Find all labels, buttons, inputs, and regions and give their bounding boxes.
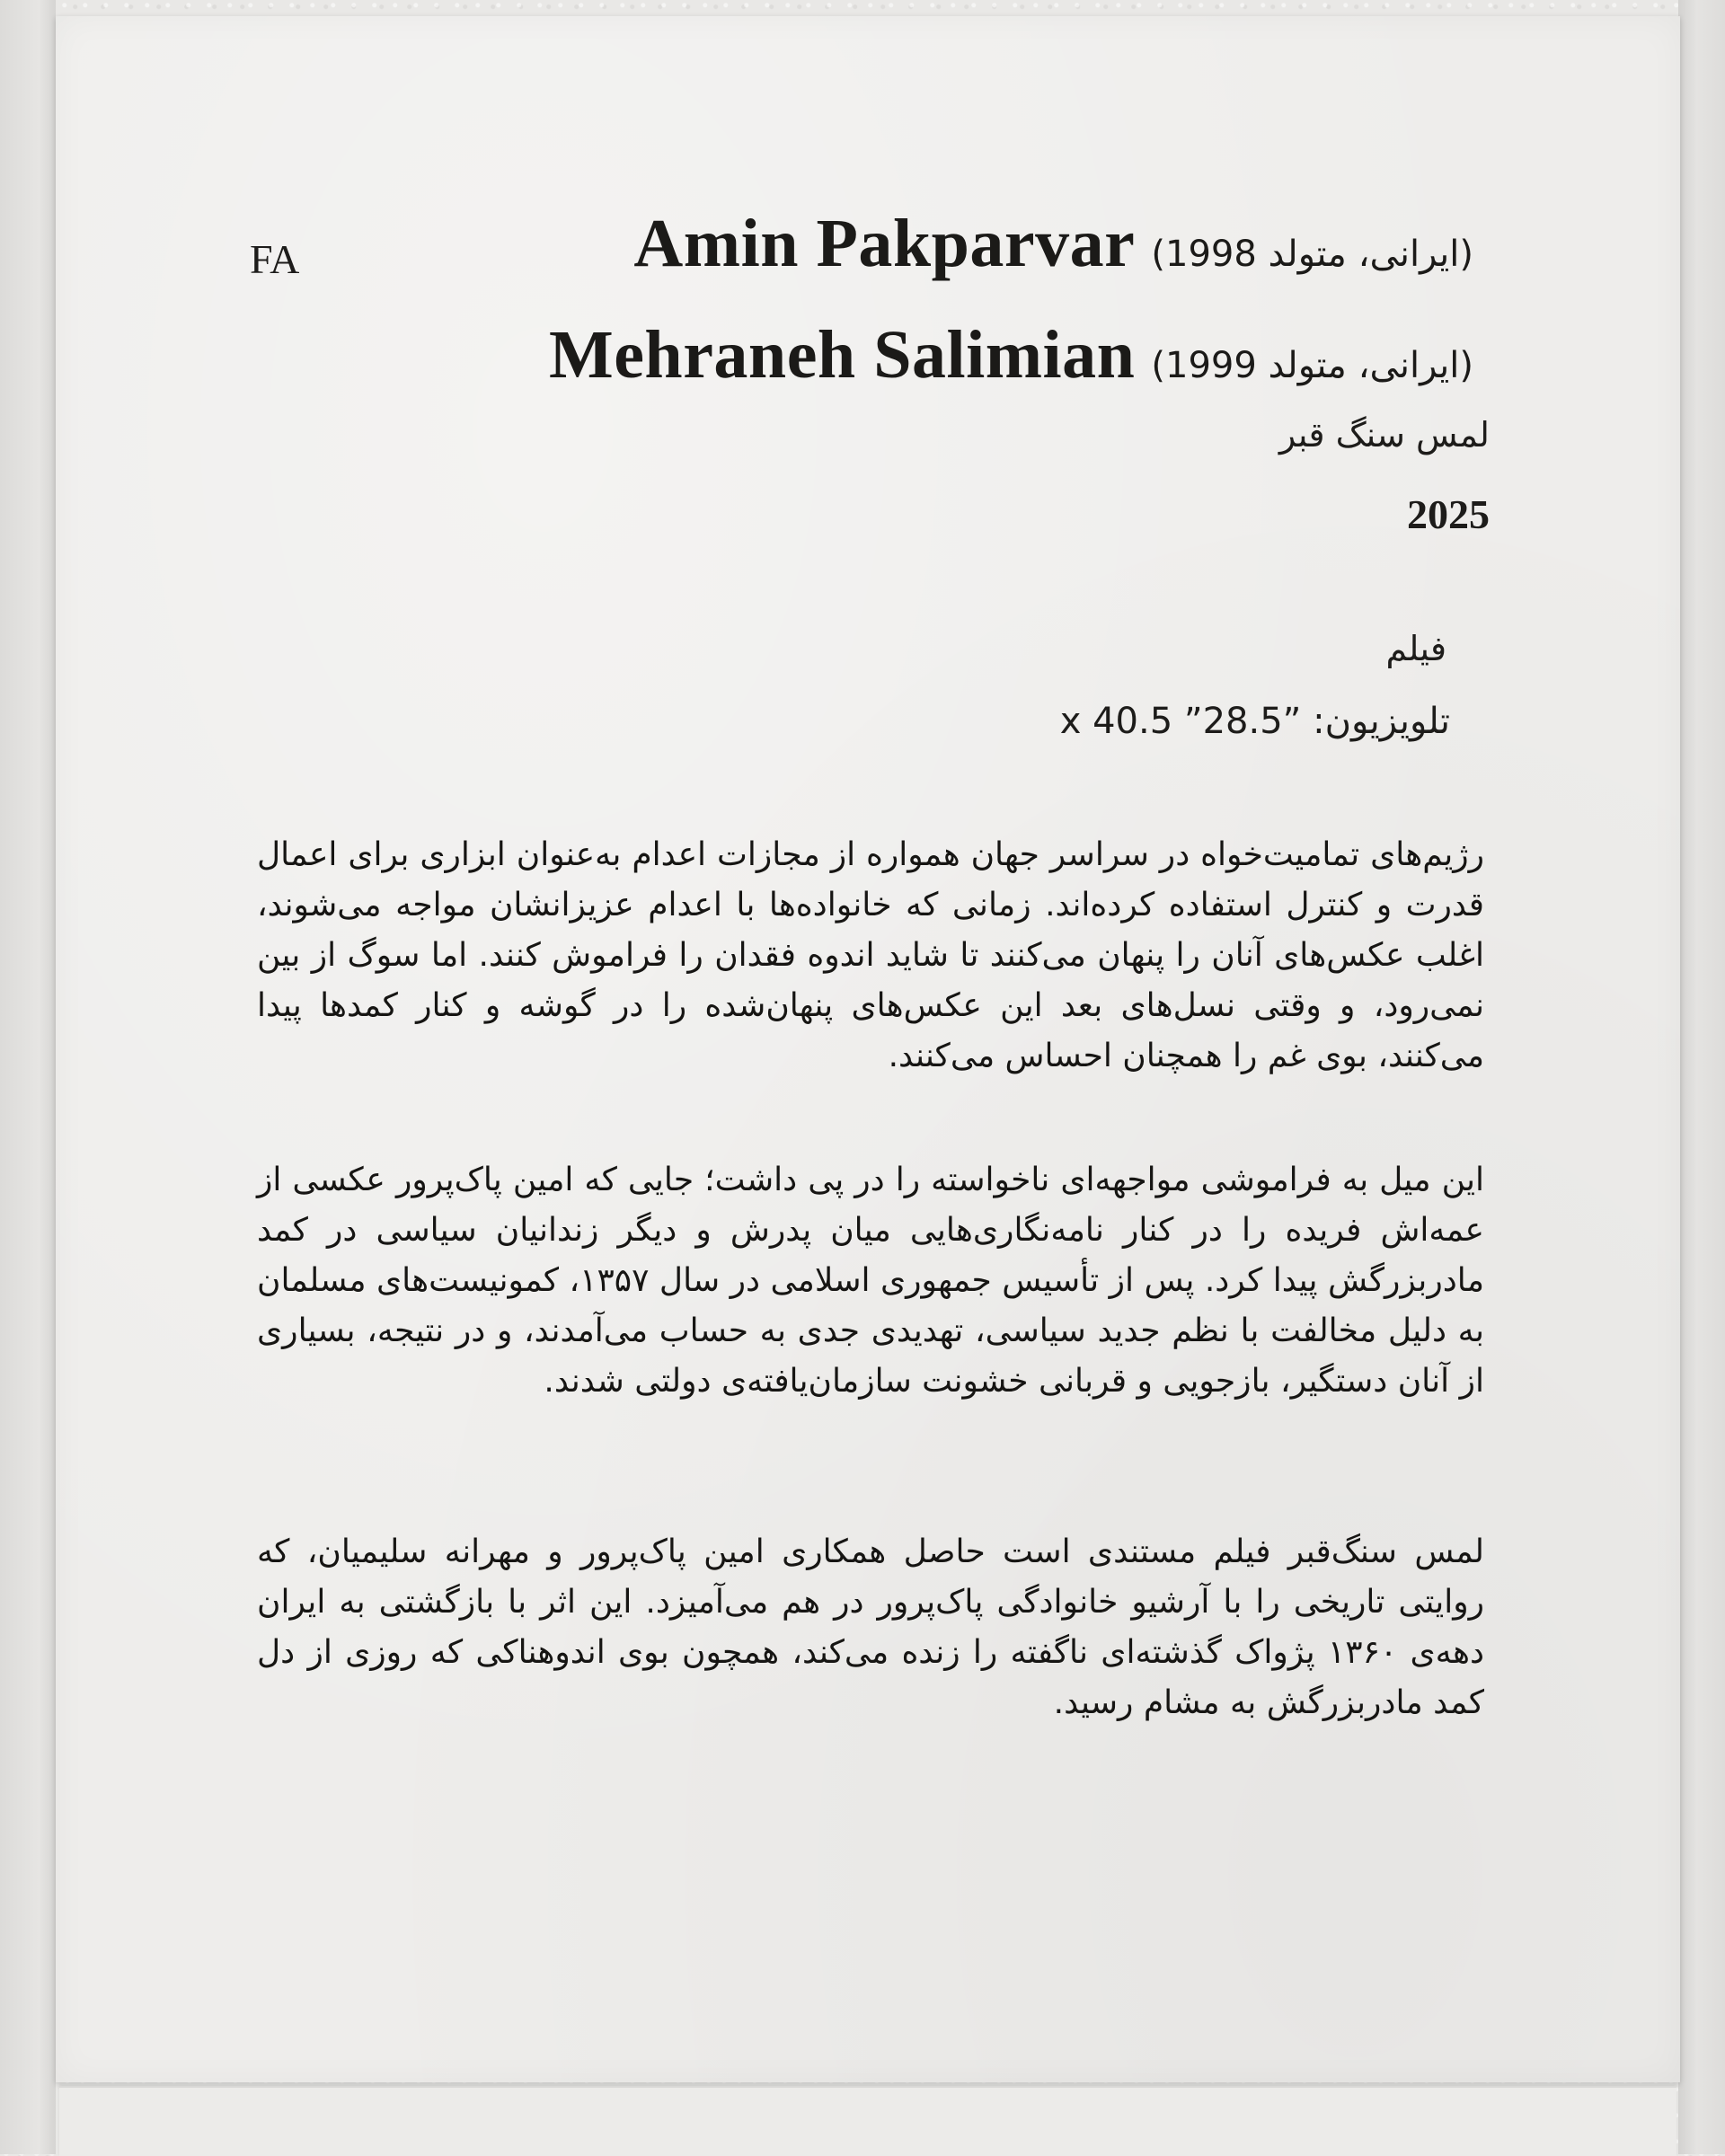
- artist-nationality-birth: (ایرانی، متولد 1999): [1151, 345, 1473, 386]
- lower-sheet-edge: [59, 2086, 1676, 2156]
- wall-left: [0, 0, 56, 2154]
- description-paragraph: رژیم‌های تمامیت‌خواه در سراسر جهان همواره از مجازات اعدام به‌عنوان ابزاری برای اعمال قدرت و کنترل استفاده کرده‌اند. زمانی که خانواده‌ها با اعدام عزیزانشان مواجه می‌شوند، اغلب عکس‌های آنان را پنهان می‌کنند تا شاید اندوه فقدان را فراموش کنند. اما سوگ از بین نمی‌رود، و وقتی نسل‌های بعد این عکس‌های پنهان‌شده را در گوشه و کنار کمدها پیدا می‌کنند، بوی غم را همچنان احساس می‌کنند.: [257, 836, 1484, 1074]
- artist-line-2: [549, 316, 1473, 394]
- artwork-year: 2025: [1407, 491, 1490, 537]
- description-paragraph: لمس سنگ‌قبر فیلم مستندی است حاصل همکاری امین پاک‌پرور و مهرانه سلیمیان، که روایتی تاریخی را با آرشیو خانوادگی پاک‌پرور در هم می‌آمیزد. این اثر با بازگشتی به ایران دهه‌ی ۱۳۶۰ پژواک گذشته‌ای ناگفته را زنده می‌کند، همچون بوی اندوهناکی که روزی از دل کمد مادربزرگش به مشام رسید.: [257, 1533, 1484, 1721]
- artist-line-1: [633, 205, 1473, 283]
- description-paragraph: این میل به فراموشی مواجهه‌ای ناخواسته را در پی داشت؛ جایی که امین پاک‌پرور عکسی از عمه‌اش فریده را در کنار نامه‌نگاری‌هایی میان پدرش و دیگر زندانیان سیاسی در کمد مادربزرگش پیدا کرد. پس از تأسیس جمهوری اسلامی در سال ۱۳۵۷، کمونیست‌های مسلمان به دلیل مخالفت با نظم جدید سیاسی، تهدیدی جدی به حساب می‌آمدند، و در نتیجه، بسیاری از آنان دستگیر، بازجویی و قربانی خشونت سازمان‌یافته‌ی دولتی شدند.: [257, 1162, 1484, 1400]
- language-tag: FA: [250, 236, 300, 282]
- artwork-dimensions: تلویزیون: ”28.5” x 40.5: [1059, 701, 1450, 742]
- artist-name: Mehraneh Salimian: [548, 317, 1136, 393]
- artwork-medium: فیلم: [1385, 629, 1446, 668]
- artist-name: Amin Pakparvar: [633, 206, 1136, 281]
- artist-nationality-birth: (ایرانی، متولد 1998): [1151, 234, 1473, 275]
- artwork-title: لمس سنگ قبر: [1278, 415, 1490, 455]
- wall-right: [1678, 0, 1725, 2154]
